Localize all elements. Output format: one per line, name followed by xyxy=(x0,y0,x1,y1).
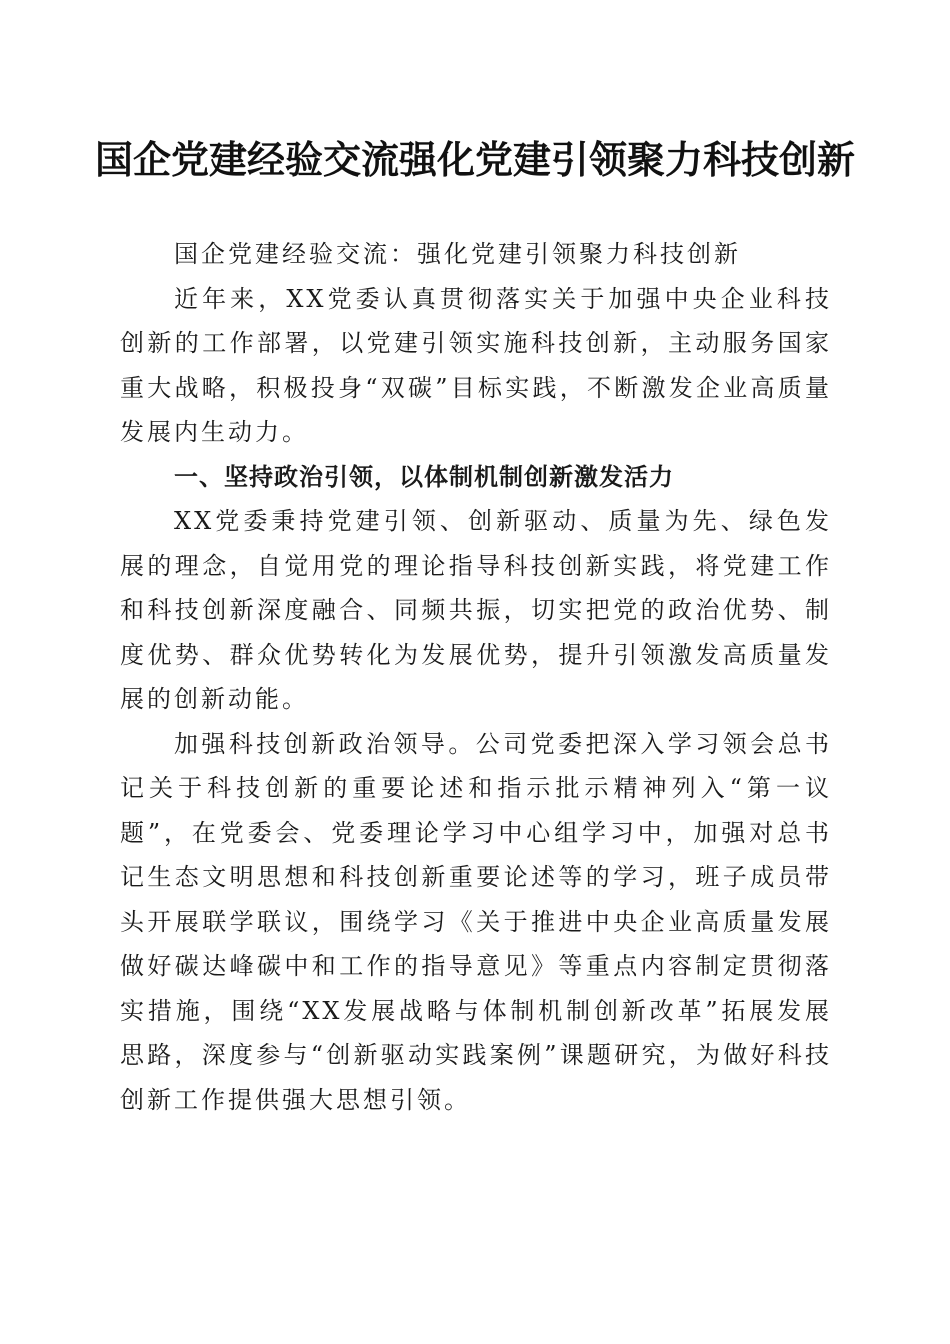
body-paragraph: XX党委秉持党建引领、创新驱动、质量为先、绿色发展的理念，自觉用党的理论指导科技创新实践，将党建工作和科技创新深度融合、同频共振，切实把党的政治优势、制度优势、群众优势转化为发展优势，提升引领激发高质量发展的创新动能。 xyxy=(120,507,832,713)
subtitle-paragraph: 国企党建经验交流：强化党建引领聚力科技创新 xyxy=(174,240,741,268)
document-body xyxy=(120,232,832,1122)
document-title: 国企党建经验交流强化党建引领聚力科技创新 xyxy=(94,137,855,182)
intro-paragraph: 近年来，XX党委认真贯彻落实关于加强中央企业科技创新的工作部署，以党建引领实施科技创新，主动服务国家重大战略，积极投身“双碳”目标实践，不断激发企业高质量发展内生动力。 xyxy=(120,284,832,446)
body-paragraph: 加强科技创新政治领导。公司党委把深入学习领会总书记关于科技创新的重要论述和指示批示精神列入“第一议题”，在党委会、党委理论学习中心组学习中，加强对总书记生态文明思想和科技创新重要论述等的学习，班子成员带头开展联学联议，围绕学习《关于推进中央企业高质量发展做好碳达峰碳中和工作的指导意见》等重点内容制定贯彻落实措施，围绕“XX发展战略与体制机制创新改革”拓展发展思路，深度参与“创新驱动实践案例”课题研究，为做好科技创新工作提供强大思想引领。 xyxy=(120,729,832,1114)
section-heading: 一、坚持政治引领，以体制机制创新激发活力 xyxy=(174,462,674,491)
